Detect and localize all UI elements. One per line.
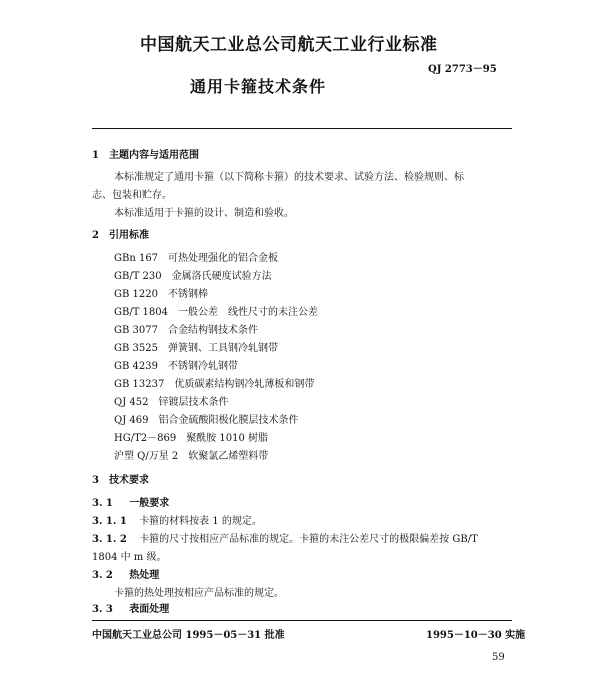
clause-3-1-2 [92, 530, 478, 545]
reference-item: GB 1220 不锈钢棒 [114, 289, 208, 300]
reference-item: GB 3077 合金结构钢技术条件 [114, 325, 258, 336]
clause-3-3-number: 3. 3 [92, 604, 113, 615]
clause-3-2-text: 卡箍的热处理按相应产品标准的规定。 [114, 588, 284, 599]
header-rule [92, 128, 512, 129]
reference-item: GB 3525 弹簧钢、工具钢冷轧钢带 [114, 343, 278, 354]
implementation-date: 1995－10－30 实施 [426, 630, 526, 641]
document-title: 通用卡箍技术条件 [190, 77, 327, 96]
clause-3-1-1-number: 3. 1. 1 [92, 516, 127, 527]
section-1-paragraph-1-line-2: 志、包装和贮存。 [92, 190, 172, 201]
reference-item: QJ 469 铝合金硫酸阳极化膜层技术条件 [114, 415, 299, 426]
section-1-heading: 1 主题内容与适用范围 [92, 150, 199, 161]
reference-item: HG/T2－869 聚酰胺 1010 树脂 [114, 433, 269, 444]
clause-3-1-2-text-line-1: 卡箍的尺寸按相应产品标准的规定。卡箍的未注公差尺寸的极限偏差按 GB/T [139, 534, 478, 545]
clause-3-1-number: 3. 1 [92, 498, 113, 509]
clause-3-1-1-text: 卡箍的材料按表 1 的规定。 [139, 516, 262, 527]
section-1-paragraph-1-line-1: 本标准规定了通用卡箍（以下简称卡箍）的技术要求、试验方法、检验规则、标 [114, 172, 464, 183]
reference-item: GB/T 230 金属洛氏硬度试验方法 [114, 271, 272, 282]
clause-3-1-1 [92, 512, 262, 527]
footer-rule [92, 620, 512, 621]
page-number: 59 [492, 652, 505, 663]
clause-3-1-title: 一般要求 [129, 498, 170, 509]
section-3-heading: 3 技术要求 [92, 475, 149, 486]
section-1-paragraph-2: 本标准适用于卡箍的设计、制造和验收。 [114, 208, 294, 219]
section-2-heading: 2 引用标准 [92, 230, 149, 241]
clause-3-3 [92, 600, 169, 615]
clause-3-2 [92, 566, 159, 581]
reference-item: GB 4239 不锈钢冷轧钢带 [114, 361, 238, 372]
reference-item: GB/T 1804 一般公差 线性尺寸的未注公差 [114, 307, 319, 318]
clause-3-1-2-text-line-2: 1804 中 m 级。 [92, 552, 167, 563]
reference-item: GBn 167 可热处理强化的铝合金板 [114, 253, 279, 264]
issuing-organization: 中国航天工业总公司航天工业行业标准 [140, 35, 438, 55]
reference-item: GB 13237 优质碳素结构钢冷轧薄板和钢带 [114, 379, 315, 390]
approval-date: 中国航天工业总公司 1995－05－31 批准 [92, 630, 285, 641]
standard-number: QJ 2773－95 [428, 64, 497, 75]
reference-item: QJ 452 锌镀层技术条件 [114, 397, 229, 408]
reference-item: 沪塑 Q/万星 2 软聚氯乙烯塑料带 [114, 451, 269, 462]
clause-3-2-number: 3. 2 [92, 570, 113, 581]
clause-3-1-2-number: 3. 1. 2 [92, 534, 127, 545]
clause-3-2-title: 热处理 [129, 570, 160, 581]
clause-3-1 [92, 494, 169, 509]
clause-3-3-title: 表面处理 [129, 604, 170, 615]
